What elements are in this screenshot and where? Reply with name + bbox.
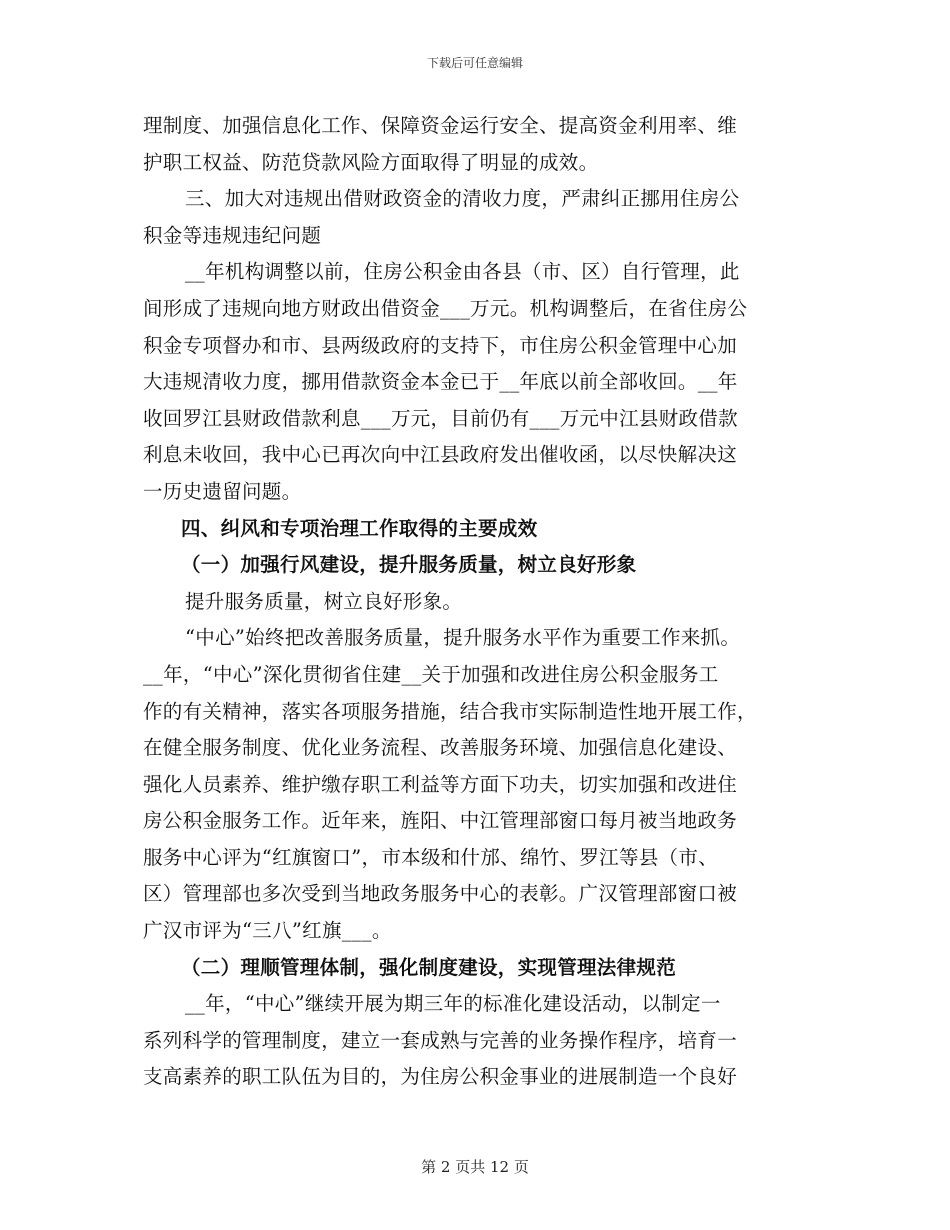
paragraph-line: 积金专项督办和市、县两级政府的支持下，市住房公积金管理中心加 xyxy=(143,333,738,357)
paragraph-line: 大违规清收力度，挪用借款资金本金已于__年底以前全部收回。__年 xyxy=(143,370,738,394)
paragraph-line: __年，“中心”深化贯彻省住建__关于加强和改进住房公积金服务工 xyxy=(143,662,719,686)
paragraph-line: 收回罗江县财政借款利息___万元，目前仍有___万元中江县财政借款 xyxy=(143,406,738,430)
paragraph-line: 作的有关精神，落实各项服务措施，结合我市实际制造性地开展工作， xyxy=(143,699,757,723)
paragraph-line: 强化人员素养、维护缴存职工利益等方面下功夫，切实加强和改进住 xyxy=(143,772,738,796)
paragraph-line: 系列科学的管理制度，建立一套成熟与完善的业务操作程序，培育一 xyxy=(143,1028,738,1052)
subsection-heading-2: （二）理顺管理体制，强化制度建设，实现管理法律规范 xyxy=(181,955,677,979)
document-body xyxy=(143,108,823,1096)
paragraph-line: 间形成了违规向地方财政出借资金___万元。机构调整后，在省住房公 xyxy=(143,296,748,320)
paragraph-line: 在健全服务制度、优化业务流程、改善服务环境、加强信息化建设、 xyxy=(143,736,738,760)
paragraph-line: __年，“中心”继续开展为期三年的标准化建设活动，以制定一 xyxy=(185,992,721,1016)
paragraph-line: 区）管理部也多次受到当地政务服务中心的表彰。广汉管理部窗口被 xyxy=(143,882,738,906)
paragraph-line: 理制度、加强信息化工作、保障资金运行安全、提高资金利用率、维 xyxy=(143,114,738,137)
subsection-heading-1: （一）加强行风建设，提升服务质量，树立良好形象 xyxy=(181,553,637,577)
paragraph-line: __年机构调整以前，住房公积金由各县（市、区）自行管理，此 xyxy=(185,260,740,284)
paragraph-line: 一历史遗留问题。 xyxy=(143,479,302,503)
paragraph-line: 支高素养的职工队伍为目的，为住房公积金事业的进展制造一个良好 xyxy=(143,1065,738,1089)
section-heading-3: 三、加大对违规出借财政资金的清收力度，严肃纠正挪用住房公 xyxy=(185,187,740,211)
page-header: 下载后可任意编辑 xyxy=(426,56,523,70)
page-footer: 第 2 页共 12 页 xyxy=(421,1158,529,1176)
paragraph-line: “中心”始终把改善服务质量，提升服务水平作为重要工作来抓。 xyxy=(185,626,741,650)
section-heading-4: 四、纠风和专项治理工作取得的主要成效 xyxy=(181,516,538,540)
paragraph-line: 服务中心评为“红旗窗口”，市本级和什邡、绵竹、罗江等县（市、 xyxy=(143,845,718,869)
paragraph-line: 利息未收回，我中心已再次向中江县政府发出催收函，以尽快解决这 xyxy=(143,443,738,467)
paragraph-line: 提升服务质量，树立良好形象。 xyxy=(185,589,463,613)
paragraph-line: 护职工权益、防范贷款风险方面取得了明显的成效。 xyxy=(143,150,599,174)
paragraph-line: 房公积金服务工作。近年来，旌阳、中江管理部窗口每月被当地政务 xyxy=(143,809,738,833)
section-heading-3-cont: 积金等违规违纪问题 xyxy=(143,223,322,247)
paragraph-line: 广汉市评为“三八”红旗___。 xyxy=(143,919,392,943)
